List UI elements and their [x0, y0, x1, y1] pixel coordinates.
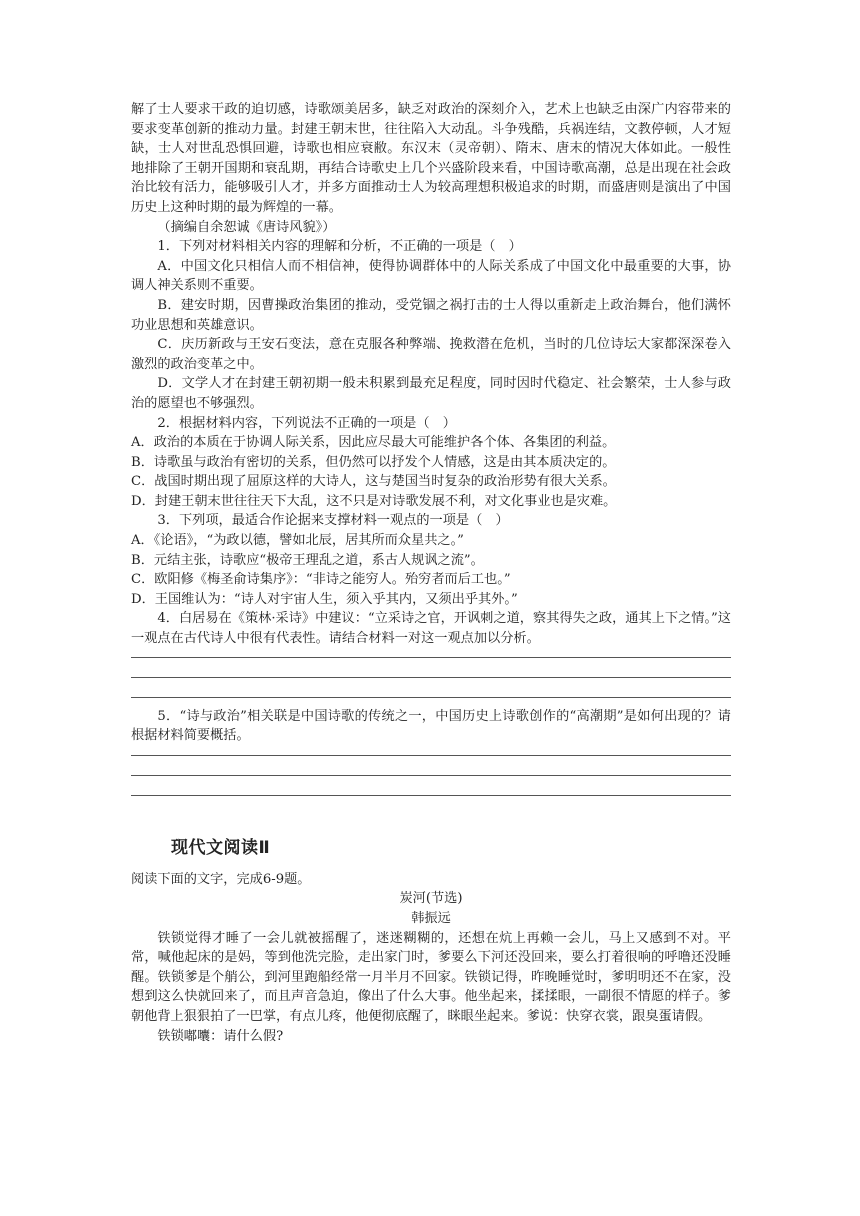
question-1-option-b: B．建安时期，因曹操政治集团的推动，受党锢之祸打击的士人得以重新走上政治舞台，他们满怀功业思想和英雄意识。 [131, 297, 731, 333]
section-instruction: 阅读下面的文字，完成6-9题。 [131, 871, 311, 887]
question-3-option-b: B．元结主张，诗歌应“极帝王理乱之道，系古人规讽之流”。 [131, 552, 484, 568]
question-4-answer-area[interactable] [131, 649, 731, 698]
answer-line [131, 775, 731, 776]
section-title: 现代文阅读Ⅱ [171, 837, 271, 858]
story-title: 炭河(节选) [399, 891, 463, 907]
passage-source: （摘编自余恕诚《唐诗风貌》） [157, 219, 336, 235]
question-5-answer-area[interactable] [131, 746, 731, 796]
question-4-stem: 4．白居易在《策林·采诗》中建议：“立采诗之官，开讽刺之道，察其得失之政，通其上下之情。”这一观点在古代诗人中很有代表性。请结合材料一对这一观点加以分析。 [131, 611, 731, 647]
answer-line [131, 795, 731, 796]
question-1-option-a: A．中国文化只相信人而不相信神，使得协调群体中的人际关系成了中国文化中最重要的大事，协调人神关系则不重要。 [131, 258, 731, 294]
passage-paragraph: 解了士人要求干政的迫切感，诗歌颂美居多，缺乏对政治的深刻介入，艺术上也缺乏由深广内容带来的要求变革创新的推动力量。封建王朝末世，往往陷入大动乱。斗争残酷，兵祸连结，文教停顿，人才短缺，士人对世乱恐惧回避，诗歌也相应衰敝。东汉末（灵帝朝）、隋末、唐末的情况大体如此。一般性地排除了王朝开国期和衰乱期，再结合诗歌史上几个兴盛阶段来看，中国诗歌高潮，总是出现在社会政治比较有活力，能够吸引人才，并多方面推动士人为较高理想积极追求的时期，而盛唐则是演出了中国历史上这种时期的最为辉煌的一幕。 [131, 102, 731, 215]
question-5-stem: 5．“诗与政治”相关联是中国诗歌的传统之一，中国历史上诗歌创作的“高潮期”是如何出现的？请根据材料简要概括。 [131, 708, 731, 744]
answer-line [131, 657, 731, 658]
question-2-option-c: C．战国时期出现了屈原这样的大诗人，这与楚国当时复杂的政治形势有很大关系。 [131, 474, 616, 490]
question-1-option-c: C．庆历新政与王安石变法，意在克服各种弊端、挽救潜在危机，当时的几位诗坛大家都深深卷入激烈的政治变革之中。 [131, 337, 731, 372]
question-2-option-d: D．封建王朝末世往往天下大乱，这不只是对诗歌发展不利，对文化事业也是灾难。 [131, 493, 617, 509]
question-2-option-b: B．诗歌虽与政治有密切的关系，但仍然可以抒发个人情感，这是由其本质决定的。 [131, 454, 616, 470]
question-1-option-d: D．文学人才在封建王朝初期一般未积累到最充足程度，同时因时代稳定、社会繁荣，士人参与政治的愿望也不够强烈。 [131, 376, 731, 411]
question-2-option-a: A．政治的本质在于协调人际关系，因此应尽最大可能维护各个体、各集团的利益。 [131, 435, 616, 451]
question-1-stem: 1．下列对材料相关内容的理解和分析，不正确的一项是（ ） [157, 239, 522, 255]
answer-line [131, 755, 731, 756]
document-page [131, 100, 731, 1046]
question-3-option-d: D．王国维认为：“诗人对宇宙人生，须入乎其内，又须出乎其外。” [131, 591, 518, 607]
question-2-stem: 2．根据材料内容，下列说法不正确的一项是（ ） [157, 415, 456, 431]
question-3-stem: 3．下列项，最适合作论据来支撑材料一观点的一项是（ ） [157, 513, 509, 529]
story-paragraph: 铁锁嘟囔：请什么假? [157, 1028, 284, 1044]
story-paragraph: 铁锁觉得才睡了一会儿就被摇醒了，迷迷糊糊的，还想在炕上再赖一会儿，马上又感到不对。平常，喊他起床的是妈，等到他洗完脸，走出家门时，爹要么下河还没回来，要么打着很响的呼噜还没睡醒。铁锁爹是个艄公，到河里跑船经常一月半月不回家。铁锁记得，昨晚睡觉时，爹明明还不在家，没想到这么快就回来了，而且声音急迫，像出了什么大事。他坐起来，揉揉眼，一副很不情愿的样子。爹朝他背上狠狠拍了一巴掌，有点儿疼，他便彻底醒了，眯眼坐起来。爹说：快穿衣裳，跟臭蛋请假。 [131, 930, 731, 1024]
answer-line [131, 677, 731, 678]
question-3-option-c: C．欧阳修《梅圣俞诗集序》：“非诗之能穷人。殆穷者而后工也。” [131, 572, 511, 588]
story-author: 韩振远 [411, 911, 451, 926]
answer-line [131, 697, 731, 698]
question-3-option-a: A．《论语》，“为政以德，譬如北辰，居其所而众星共之。” [131, 533, 464, 549]
